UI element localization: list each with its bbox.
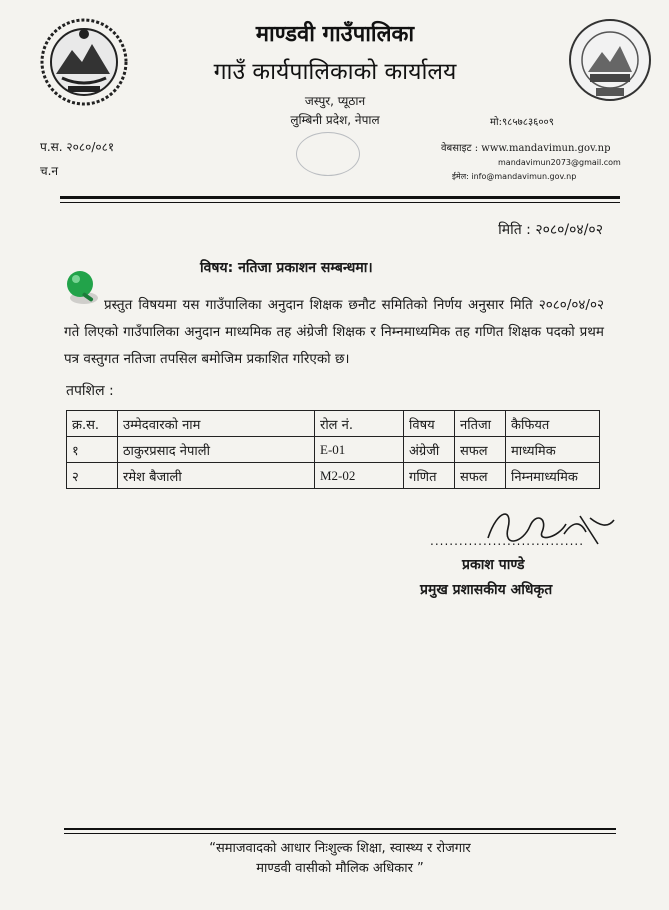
cell-candidate-name: रमेश बैजाली bbox=[118, 463, 315, 489]
nepal-emblem-icon bbox=[38, 16, 130, 108]
header-candidate-name: उम्मेदवारको नाम bbox=[118, 411, 315, 437]
letter-subject: विषय: नतिजा प्रकाशन सम्बन्धमा। bbox=[200, 260, 373, 276]
header-subject: विषय bbox=[404, 411, 455, 437]
cell-subject: गणित bbox=[404, 463, 455, 489]
cell-serial: २ bbox=[67, 463, 118, 489]
footer-slogan-line-2: माण्डवी वासीको मौलिक अधिकार ” bbox=[256, 861, 424, 876]
header-roll-number: रोल नं. bbox=[315, 411, 404, 437]
office-subtitle: गाउँ कार्यपालिकाको कार्यालय bbox=[213, 59, 457, 85]
header-rule-thin bbox=[60, 202, 620, 203]
header-result: नतिजा bbox=[455, 411, 506, 437]
cell-candidate-name: ठाकुरप्रसाद नेपाली bbox=[118, 437, 315, 463]
dispatch-number: च.न bbox=[40, 164, 59, 178]
address-line-2: लुम्बिनी प्रदेश, नेपाल bbox=[290, 113, 380, 127]
contact-phone: मो:९८५७८३६००९ bbox=[490, 117, 554, 128]
header-rule bbox=[60, 196, 620, 199]
cell-roll-number: M2-02 bbox=[315, 463, 404, 489]
letter-date: मिति : २०८०/०४/०२ bbox=[498, 222, 603, 238]
cell-serial: १ bbox=[67, 437, 118, 463]
reference-number: प.स. २०८०/०८१ bbox=[40, 140, 115, 154]
municipality-seal-icon bbox=[566, 16, 654, 104]
footer-slogan-line-1: “समाजवादको आधार निःशुल्क शिक्षा, स्वास्थ्य र रोजगार bbox=[209, 841, 471, 856]
signatory-name: प्रकाश पाण्डे bbox=[462, 557, 525, 573]
header-remarks: कैफियत bbox=[506, 411, 600, 437]
cell-subject: अंग्रेजी bbox=[404, 437, 455, 463]
contact-website: वेबसाइट : www.mandavimun.gov.np bbox=[441, 143, 611, 154]
cell-result: सफल bbox=[455, 463, 506, 489]
signatory-designation: प्रमुख प्रशासकीय अधिकृत bbox=[420, 582, 553, 598]
cell-remarks: माध्यमिक bbox=[506, 437, 600, 463]
footer-rule-thin bbox=[64, 833, 616, 834]
cell-remarks: निम्नमाध्यमिक bbox=[506, 463, 600, 489]
signature-icon bbox=[468, 498, 618, 562]
details-label: तपशिल : bbox=[66, 383, 114, 399]
cell-roll-number: E-01 bbox=[315, 437, 404, 463]
results-table bbox=[66, 410, 600, 489]
office-stamp bbox=[296, 132, 360, 176]
table-header-row bbox=[67, 411, 600, 437]
table-row bbox=[67, 463, 600, 489]
cell-result: सफल bbox=[455, 437, 506, 463]
address-line-1: जस्पुर, प्यूठान bbox=[304, 94, 366, 108]
footer-rule bbox=[64, 828, 616, 830]
contact-email-1: mandavimun2073@gmail.com bbox=[498, 158, 621, 167]
office-title: माण्डवी गाउँपालिका bbox=[255, 22, 415, 47]
header-serial: क्र.स. bbox=[67, 411, 118, 437]
signature-line: ................................ bbox=[430, 534, 585, 548]
contact-email-2: ईमेल: info@mandavimun.gov.np bbox=[452, 172, 577, 181]
letter-body: प्रस्तुत विषयमा यस गाउँपालिका अनुदान शिक्षक छनौट समितिको निर्णय अनुसार मिति २०८०/०४/०२ गते लिएको गाउँपालिका अनुदान माध्यमिक तह अंग्रेजी शिक्षक र निम्नमाध्यमिक तह गणित शिक्षक पदको प्रथम पत्र वस्तुगत नतिजा तपसिल बमोजिम प्रकाशित गरिएको छ। bbox=[64, 297, 604, 367]
table-row bbox=[67, 437, 600, 463]
